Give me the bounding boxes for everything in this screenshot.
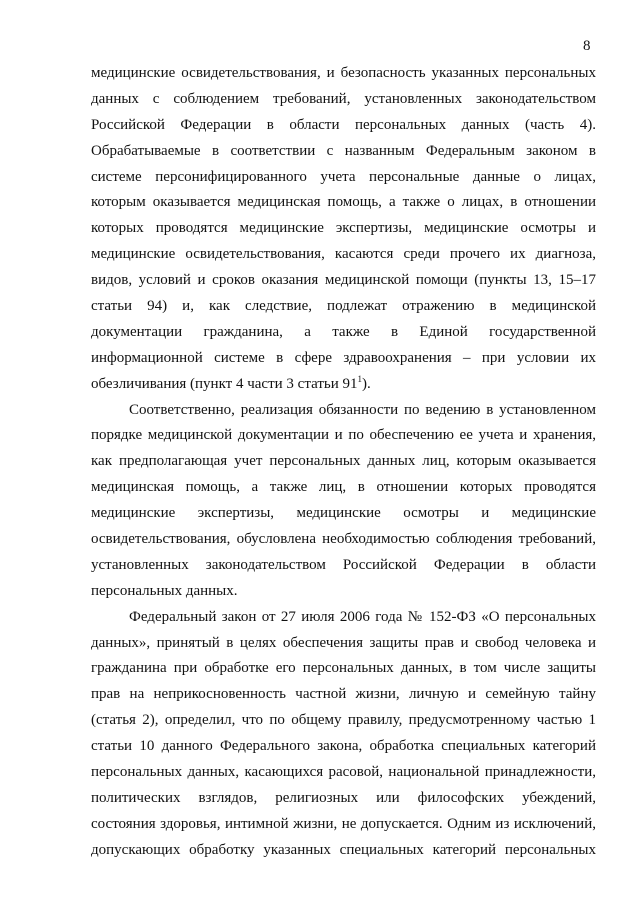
text-line: как предполагающая учет персональных данных лиц, которым оказывается (91, 453, 596, 470)
text-line: видов, условий и сроков оказания медицинской помощи (пункты 13, 15–17 (91, 272, 596, 289)
text-line: Российской Федерации в области персональных данных (часть 4). (91, 116, 596, 133)
text-line: медицинские экспертизы, медицинские осмотры и медицинские (91, 505, 596, 522)
paragraph-1 (91, 61, 596, 398)
text-line: медицинские освидетельствования, и безопасность указанных персональных (91, 65, 596, 81)
text-line: порядке медицинской документации и по обеспечению ее учета и хранения, (91, 427, 596, 444)
text-line: данных с соблюдением требований, установленных законодательством (91, 90, 596, 107)
text-line: Обрабатываемые в соответствии с названным Федеральным законом в (91, 142, 596, 159)
text-line: персональных данных. (91, 582, 238, 599)
paragraph-3 (91, 605, 596, 864)
text-line: персональных данных, касающихся расовой, национальной принадлежности, (91, 764, 596, 781)
footnote-reference: 1 (357, 373, 363, 384)
text-line: прав на неприкосновенность частной жизни, личную и семейную тайну (91, 686, 596, 703)
text-line: медицинская помощь, а также лиц, в отношении которых проводятся (91, 479, 596, 496)
text-line: (статья 2), определил, что по общему правилу, предусмотренному частью 1 (91, 712, 596, 729)
text-line: статьи 94) и, как следствие, подлежат отражению в медицинской (91, 298, 596, 315)
text-line: медицинские освидетельствования, касаются среди прочего их диагноза, (91, 246, 596, 263)
text-line: системе персонифицированного учета персональные данные о лицах, (91, 168, 596, 185)
text-line: допускающих обработку указанных специальных категорий персональных (91, 841, 596, 858)
text-line: гражданина при обработке его персональных данных, в том числе защиты (91, 660, 596, 677)
text-line: информационной системе в сфере здравоохранения – при условии их (91, 349, 596, 366)
text-line: статьи 10 данного Федерального закона, обработка специальных категорий (91, 738, 596, 755)
paragraph-2 (91, 398, 596, 605)
text-line: Соответственно, реализация обязанности по ведению в установленном (129, 401, 596, 418)
text-line: состояния здоровья, интимной жизни, не допускается. Одним из исключений, (91, 815, 596, 832)
text-line: освидетельствования, обусловлена необходимостью соблюдения требований, (91, 531, 596, 548)
text-line: которых проводятся медицинские экспертизы, медицинские осмотры и (91, 220, 596, 237)
text-line: которым оказывается медицинская помощь, а также о лицах, в отношении (91, 194, 596, 211)
text-fragment: ). (362, 375, 371, 392)
text-line: Федеральный закон от 27 июля 2006 года № 152-ФЗ «О персональных (129, 608, 596, 625)
text-line: данных», принятый в целях обеспечения защиты прав и свобод человека и (91, 634, 596, 651)
text-line: документации гражданина, а также в Единой государственной (91, 323, 596, 340)
text-line: политических взглядов, религиозных или философских убеждений, (91, 789, 596, 806)
text-line (91, 372, 596, 398)
text-fragment: обезличивания (пункт 4 части 3 статьи 91 (91, 375, 358, 392)
page-number: 8 (583, 38, 591, 54)
text-line: установленных законодательством Российской Федерации в области (91, 556, 596, 573)
body-text (91, 61, 596, 864)
